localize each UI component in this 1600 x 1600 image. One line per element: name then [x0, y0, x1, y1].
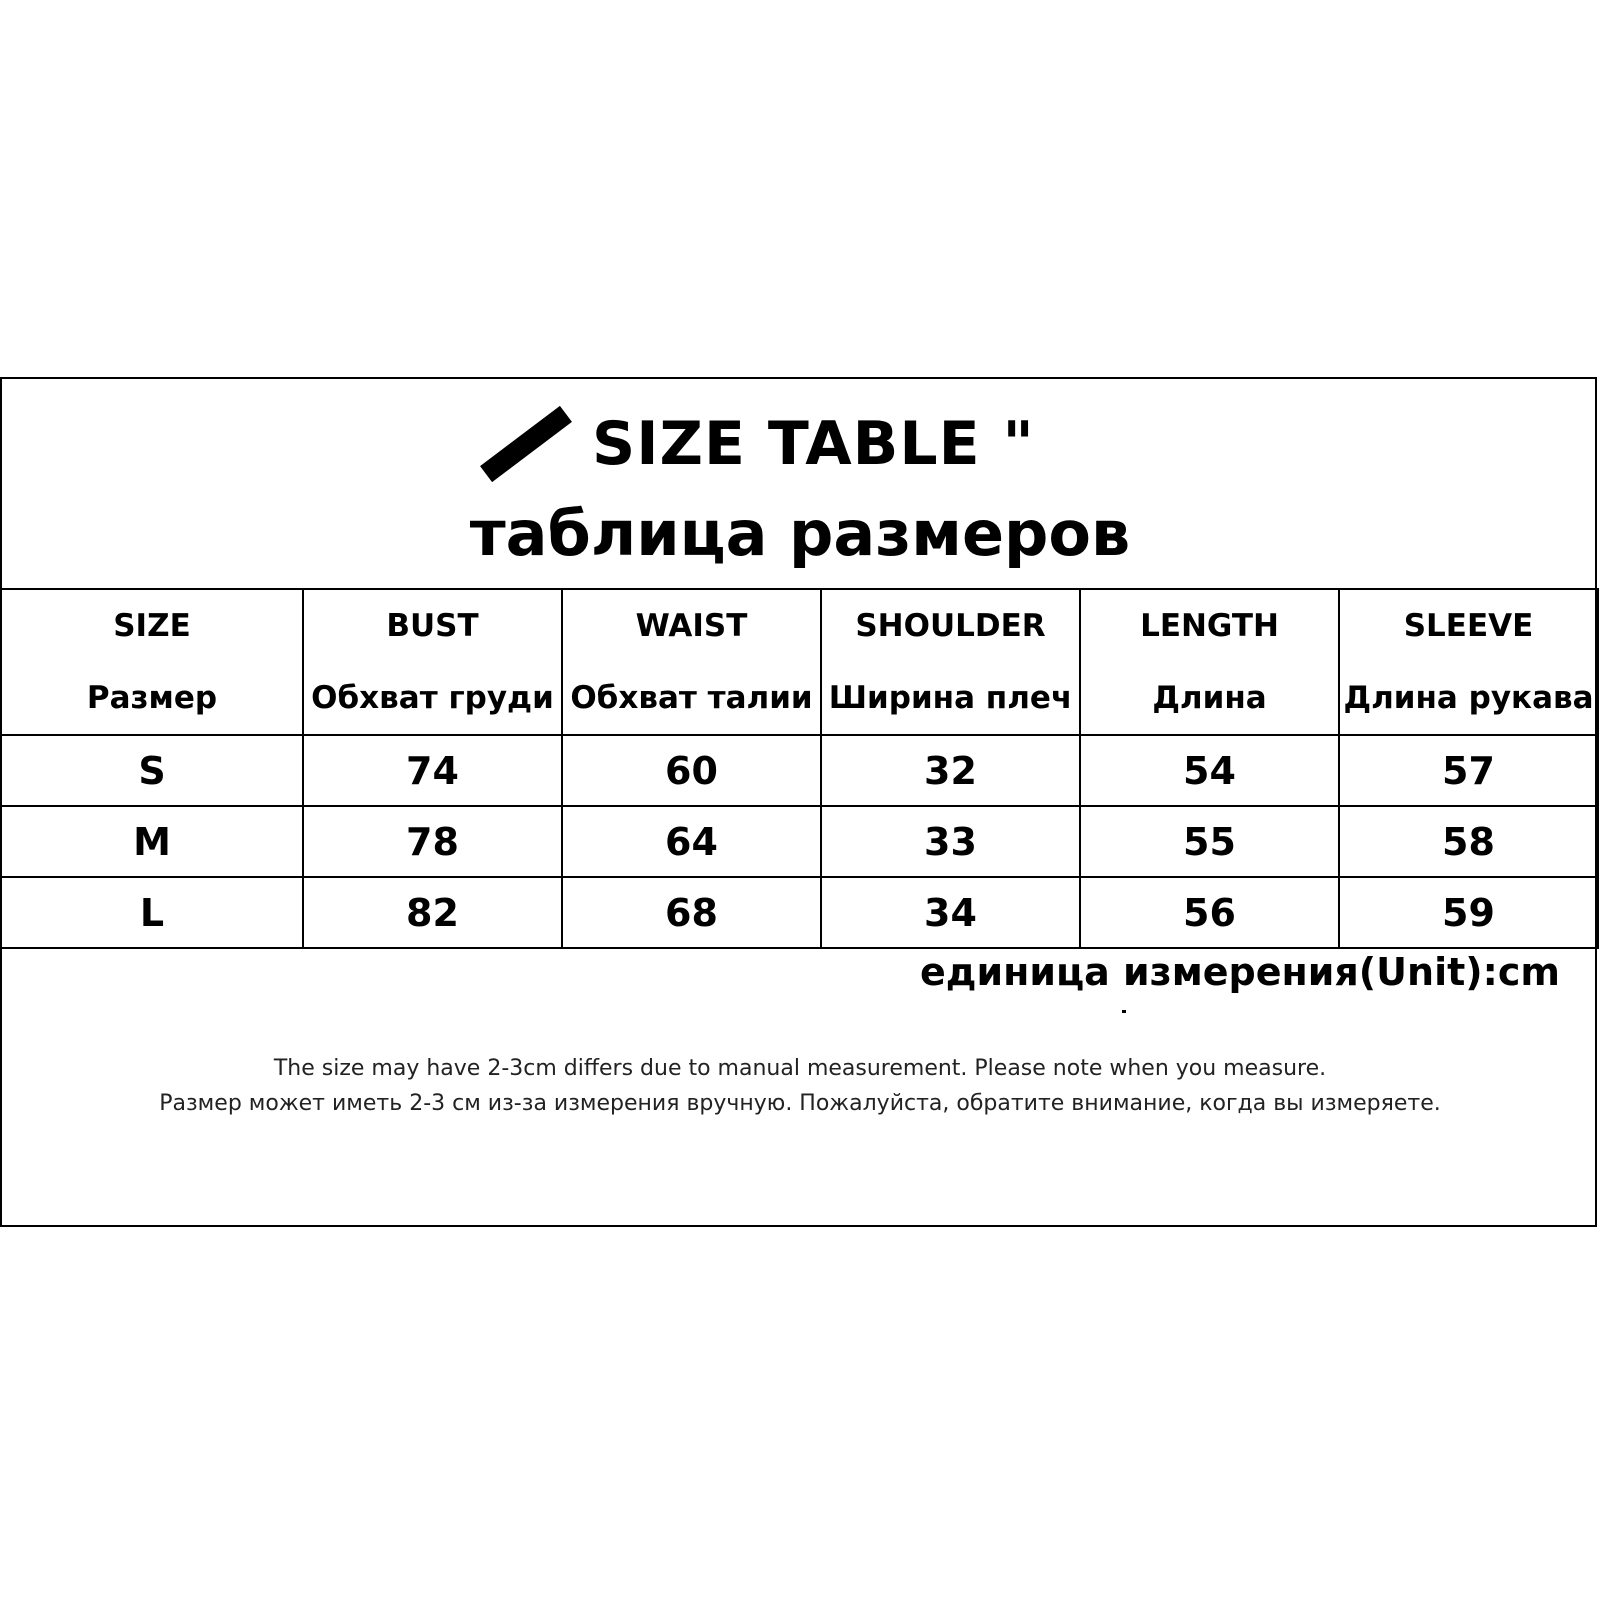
header-label-en: LENGTH — [1140, 608, 1279, 644]
cell-size: S — [1, 735, 303, 806]
header-label-ru: Размер — [86, 680, 218, 716]
header-label-ru: Длина — [1152, 680, 1267, 716]
header-shoulder — [821, 589, 1080, 735]
title-english: SIZE TABLE " — [592, 409, 1035, 479]
cell-bust: 74 — [303, 735, 562, 806]
header-label-en: WAIST — [635, 608, 748, 644]
unit-note: единица измерения(Unit):cm — [920, 950, 1560, 994]
header-size — [1, 589, 303, 735]
header-waist — [562, 589, 821, 735]
header-length — [1080, 589, 1339, 735]
cell-length: 55 — [1080, 806, 1339, 877]
cell-length: 54 — [1080, 735, 1339, 806]
cell-waist: 60 — [562, 735, 821, 806]
table-row-l — [1, 877, 1598, 948]
cell-bust: 82 — [303, 877, 562, 948]
size-table — [0, 588, 1599, 949]
title-russian: таблица размеров — [469, 497, 1131, 570]
stray-dot — [1122, 1010, 1126, 1013]
header-label-en: SIZE — [113, 608, 191, 644]
cell-shoulder: 34 — [821, 877, 1080, 948]
cell-sleeve: 57 — [1339, 735, 1598, 806]
cell-sleeve: 59 — [1339, 877, 1598, 948]
cell-size: M — [1, 806, 303, 877]
header-label-ru: Ширина плеч — [828, 680, 1073, 716]
cell-bust: 78 — [303, 806, 562, 877]
header-label-ru: Обхват груди — [311, 680, 554, 716]
cell-shoulder: 33 — [821, 806, 1080, 877]
cell-length: 56 — [1080, 877, 1339, 948]
header-label-ru: Длина рукава — [1343, 680, 1594, 716]
header-label-en: BUST — [386, 608, 479, 644]
disclaimer-russian: Размер может иметь 2-3 см из-за измерения вручную. Пожалуйста, обратите внимание, когда вы измеряете. — [159, 1091, 1441, 1116]
table-row-m — [1, 806, 1598, 877]
header-label-en: SHOULDER — [855, 608, 1046, 644]
header-label-ru: Обхват талии — [570, 680, 813, 716]
header-label-en: SLEEVE — [1403, 608, 1534, 644]
cell-waist: 64 — [562, 806, 821, 877]
header-sleeve — [1339, 589, 1598, 735]
cell-size: L — [1, 877, 303, 948]
disclaimer-english: The size may have 2-3cm differs due to manual measurement. Please note when you measure. — [273, 1056, 1327, 1081]
cell-shoulder: 32 — [821, 735, 1080, 806]
table-header-row — [1, 589, 1598, 735]
table-row-s — [1, 735, 1598, 806]
header-bust — [303, 589, 562, 735]
cell-sleeve: 58 — [1339, 806, 1598, 877]
cell-waist: 68 — [562, 877, 821, 948]
